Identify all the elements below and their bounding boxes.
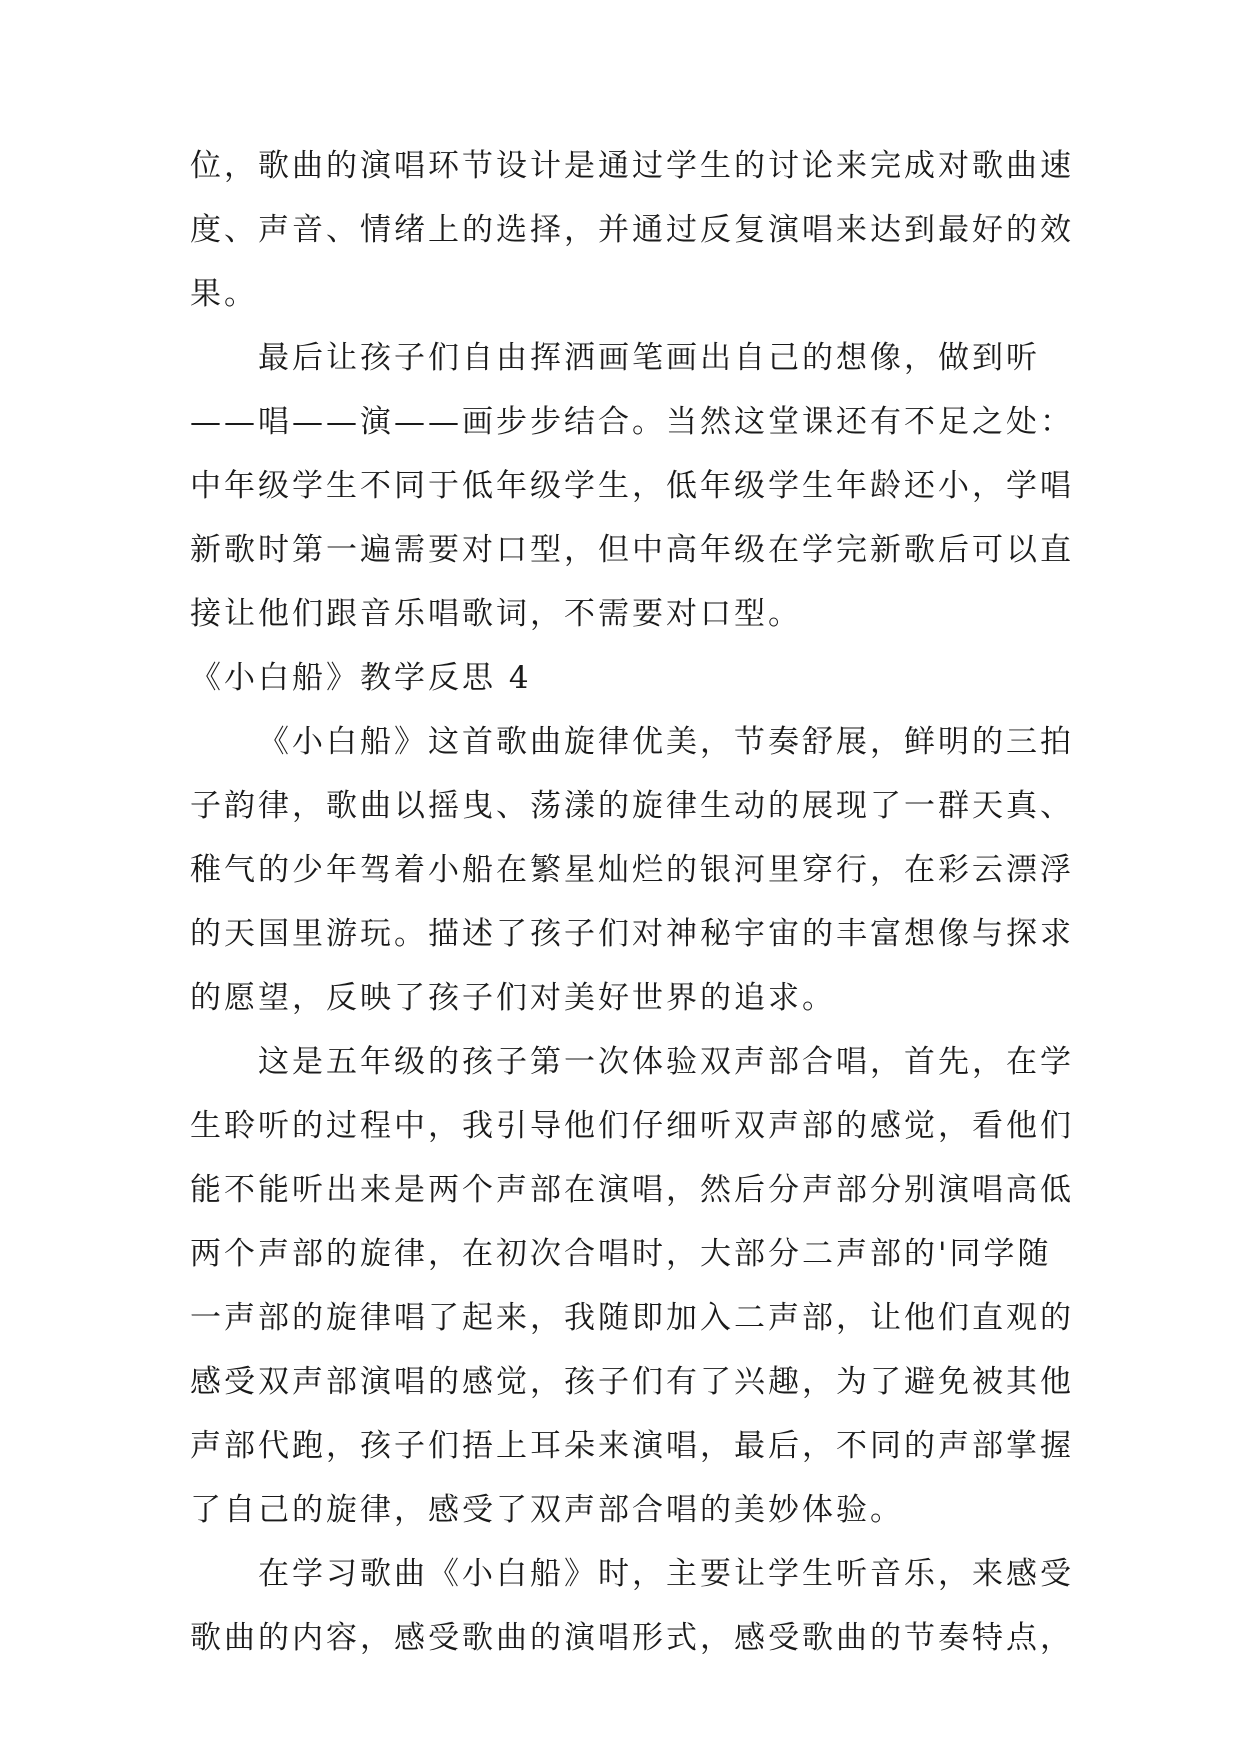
text-line: 新歌时第一遍需要对口型，但中高年级在学完新歌后可以直 xyxy=(190,532,1074,568)
text-line: 位，歌曲的演唱环节设计是通过学生的讨论来完成对歌曲速 xyxy=(190,148,1074,184)
text-line: 中年级学生不同于低年级学生，低年级学生年龄还小，学唱 xyxy=(190,468,1074,504)
text-line: 在学习歌曲《小白船》时，主要让学生听音乐，来感受 xyxy=(258,1556,1074,1592)
text-line: 子韵律，歌曲以摇曳、荡漾的旋律生动的展现了一群天真、 xyxy=(190,788,1074,824)
section-heading: 《小白船》教学反思 4 xyxy=(190,660,532,696)
text-line: 两个声部的旋律，在初次合唱时，大部分二声部的'同学随 xyxy=(190,1236,1052,1272)
text-line: 一声部的旋律唱了起来，我随即加入二声部，让他们直观的 xyxy=(190,1300,1074,1336)
text-line: 果。 xyxy=(190,276,258,312)
text-line: 《小白船》这首歌曲旋律优美，节奏舒展，鲜明的三拍 xyxy=(258,724,1074,760)
text-line: 了自己的旋律，感受了双声部合唱的美妙体验。 xyxy=(190,1492,904,1528)
text-line: 的天国里游玩。描述了孩子们对神秘宇宙的丰富想像与探求 xyxy=(190,916,1074,952)
text-line: 歌曲的内容，感受歌曲的演唱形式，感受歌曲的节奏特点， xyxy=(190,1620,1074,1656)
text-line: 的愿望，反映了孩子们对美好世界的追求。 xyxy=(190,980,836,1016)
text-line: 接让他们跟音乐唱歌词，不需要对口型。 xyxy=(190,596,802,632)
text-line: 生聆听的过程中，我引导他们仔细听双声部的感觉，看他们 xyxy=(190,1108,1074,1144)
text-line: 度、声音、情绪上的选择，并通过反复演唱来达到最好的效 xyxy=(190,212,1074,248)
document-body xyxy=(190,134,1074,1670)
text-line: 最后让孩子们自由挥洒画笔画出自己的想像，做到听 xyxy=(258,340,1040,376)
text-line: ——唱——演——画步步结合。当然这堂课还有不足之处： xyxy=(190,404,1074,440)
text-line: 稚气的少年驾着小船在繁星灿烂的银河里穿行，在彩云漂浮 xyxy=(190,852,1074,888)
text-line: 能不能听出来是两个声部在演唱，然后分声部分别演唱高低 xyxy=(190,1172,1074,1208)
text-line: 声部代跑，孩子们捂上耳朵来演唱，最后，不同的声部掌握 xyxy=(190,1428,1074,1464)
text-line: 感受双声部演唱的感觉，孩子们有了兴趣，为了避免被其他 xyxy=(190,1364,1074,1400)
text-line: 这是五年级的孩子第一次体验双声部合唱，首先，在学 xyxy=(258,1044,1074,1080)
